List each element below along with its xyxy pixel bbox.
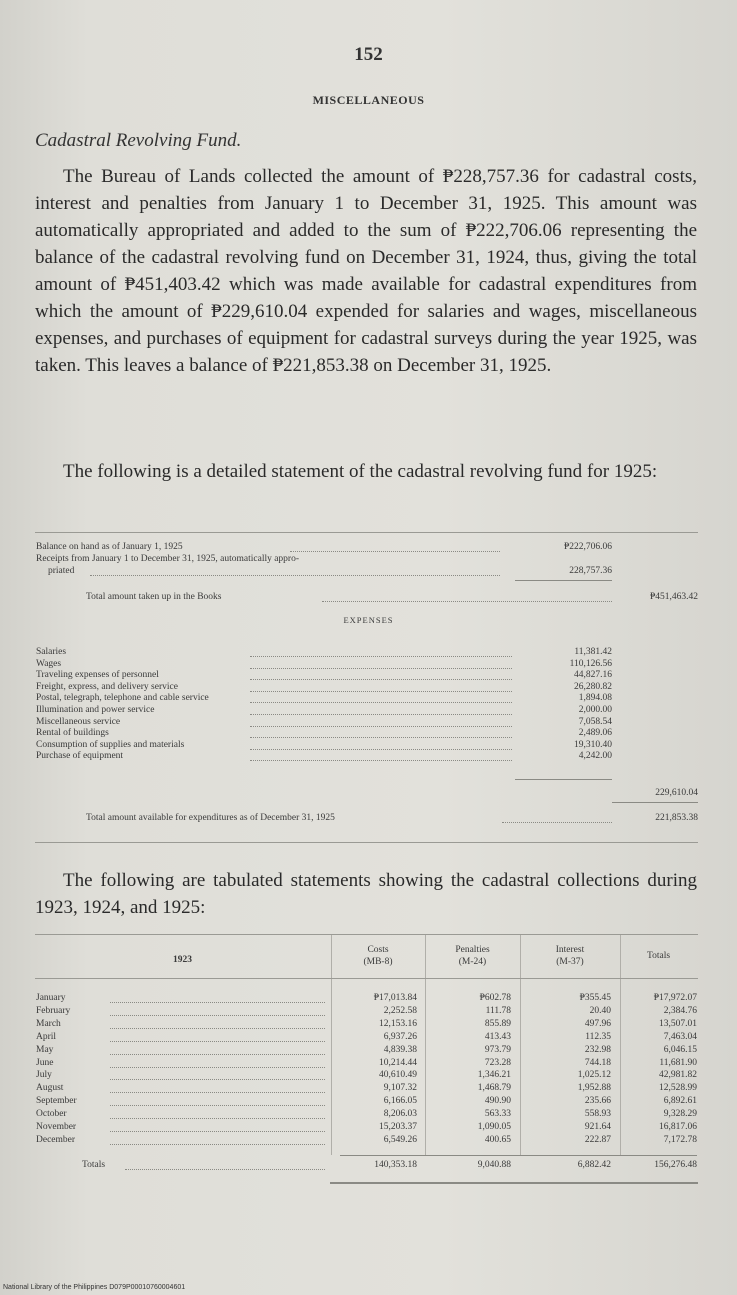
leader-dots	[110, 1131, 325, 1132]
total-books-value: ₱451,463.42	[649, 592, 698, 602]
row-interest: 558.93	[584, 1109, 611, 1120]
expense-label: Freight, express, and delivery service	[36, 681, 178, 692]
section-subheading: Cadastral Revolving Fund.	[35, 130, 242, 151]
row-interest: 921.64	[584, 1122, 611, 1132]
row-costs: 9,107.32	[383, 1083, 417, 1094]
row-interest: 232.98	[584, 1044, 611, 1055]
row-interest: 744.18	[584, 1057, 611, 1068]
row-totals: 2,384.76	[663, 1005, 697, 1016]
expense-label: Wages	[36, 658, 62, 669]
row-costs: 40,610.49	[379, 1070, 417, 1081]
expense-label: Purchase of equipment	[36, 751, 124, 762]
leader-dots	[250, 656, 512, 657]
totals-label: Totals	[82, 1160, 106, 1170]
totals-interest: 6,882.42	[577, 1160, 611, 1170]
row-month: August	[36, 1083, 64, 1094]
leader-dots	[250, 702, 512, 703]
receipts-value: 228,757.36	[569, 566, 612, 576]
row-interest: 222.87	[584, 1134, 611, 1145]
leader-dots	[250, 668, 512, 669]
collections-header-rule	[35, 978, 698, 979]
col-interest-name: Interest	[555, 945, 585, 955]
receipts-label-1: Receipts from January 1 to December 31, 1925, automatically appro-	[36, 554, 300, 564]
row-penalties: 400.65	[484, 1134, 511, 1145]
leader-dots	[290, 551, 500, 552]
leader-dots	[250, 760, 512, 761]
leader-dots	[110, 1054, 325, 1055]
leader-dots	[250, 749, 512, 750]
expense-value: 2,489.06	[578, 728, 612, 739]
collections-bottom-rule	[330, 1182, 698, 1184]
row-month: May	[36, 1044, 54, 1055]
sum-rule	[340, 1155, 697, 1156]
leader-dots	[110, 1079, 325, 1080]
sum-rule	[515, 580, 612, 581]
row-costs: 12,153.16	[379, 1018, 417, 1029]
leader-dots	[250, 679, 512, 680]
balance-label: Balance on hand as of January 1, 1925	[36, 542, 183, 552]
leader-dots	[110, 1002, 325, 1003]
row-costs: 6,166.05	[383, 1096, 417, 1107]
expense-label: Postal, telegraph, telephone and cable service	[36, 693, 209, 704]
leader-dots	[110, 1144, 325, 1145]
totals-costs: 140,353.18	[374, 1160, 417, 1170]
row-penalties: 973.79	[484, 1044, 511, 1055]
row-costs: 2,252.58	[383, 1005, 417, 1016]
col-costs-code: (MB-8)	[363, 957, 393, 967]
expense-value: 1,894.08	[578, 693, 612, 704]
available-label: Total amount available for expenditures as of December 31, 1925	[86, 813, 335, 823]
available-value: 221,853.38	[655, 813, 698, 823]
leader-dots	[250, 737, 512, 738]
leader-dots	[250, 726, 512, 727]
expense-value: 110,126.56	[569, 658, 612, 669]
row-totals: 13,507.01	[659, 1018, 697, 1029]
row-interest: 497.96	[584, 1018, 611, 1029]
row-interest: ₱355.45	[579, 993, 611, 1003]
row-penalties: 1,090.05	[477, 1122, 511, 1132]
row-interest: 112.35	[585, 1031, 611, 1042]
leader-dots	[250, 714, 512, 715]
leader-dots	[110, 1118, 325, 1119]
row-penalties: 413.43	[484, 1031, 511, 1042]
expense-label: Salaries	[36, 647, 67, 657]
paragraph-2: The following is a detailed statement of the cadastral revolving fund for 1925:	[63, 461, 658, 482]
row-costs: 15,203.37	[379, 1122, 417, 1132]
expense-value: 11,381.42	[574, 647, 612, 657]
totals-penalties: 9,040.88	[477, 1160, 511, 1170]
receipts-label-2: priated	[48, 566, 75, 576]
leader-dots	[502, 822, 612, 823]
row-penalties: 1,468.79	[477, 1083, 511, 1094]
row-penalties: 111.78	[485, 1005, 511, 1016]
row-totals: ₱17,972.07	[653, 993, 697, 1003]
leader-dots	[250, 691, 512, 692]
row-penalties: 1,346.21	[477, 1070, 511, 1081]
leader-dots	[110, 1041, 325, 1042]
page-number: 152	[354, 44, 383, 65]
row-month: December	[36, 1134, 76, 1145]
row-totals: 42,981.82	[659, 1070, 697, 1081]
row-totals: 6,892.61	[663, 1096, 697, 1107]
row-costs: 8,206.03	[383, 1109, 417, 1120]
collections-year-header: 1923	[173, 955, 192, 965]
row-month: April	[36, 1031, 57, 1042]
row-penalties: 563.33	[484, 1109, 511, 1120]
leader-dots	[110, 1028, 325, 1029]
expense-value: 2,000.00	[578, 705, 612, 715]
row-penalties: ₱602.78	[479, 993, 511, 1003]
row-totals: 9,328.29	[663, 1109, 697, 1120]
row-month: January	[36, 993, 66, 1003]
leader-dots	[110, 1092, 325, 1093]
running-header: MISCELLANEOUS	[312, 93, 425, 107]
table-bottom-rule	[35, 842, 698, 843]
col-interest-code: (M-37)	[556, 957, 584, 967]
expenses-total-value: 229,610.04	[655, 788, 698, 798]
row-month: March	[36, 1018, 61, 1029]
row-interest: 1,952.88	[577, 1083, 611, 1094]
expense-label: Traveling expenses of personnel	[36, 670, 159, 681]
row-penalties: 855.89	[484, 1018, 511, 1029]
expense-label: Consumption of supplies and materials	[36, 739, 185, 750]
row-penalties: 490.90	[484, 1096, 511, 1107]
expense-value: 44,827.16	[574, 670, 612, 681]
expense-value: 26,280.82	[574, 681, 612, 692]
expenses-heading: EXPENSES	[343, 615, 394, 625]
collections-top-rule	[35, 934, 698, 935]
leader-dots	[90, 575, 500, 576]
row-totals: 12,528.99	[659, 1083, 697, 1094]
col-totals-name: Totals	[646, 951, 671, 961]
row-costs: 6,937.26	[383, 1031, 417, 1042]
col-costs-name: Costs	[367, 945, 389, 955]
row-costs: 10,214.44	[379, 1057, 417, 1068]
row-interest: 235.66	[584, 1096, 611, 1107]
expense-label: Miscellaneous service	[36, 716, 121, 727]
row-month: November	[36, 1122, 77, 1132]
sum-rule	[612, 802, 698, 803]
expense-value: 4,242.00	[578, 751, 612, 762]
row-interest: 1,025.12	[577, 1070, 611, 1081]
leader-dots	[322, 601, 612, 602]
library-footer: National Library of the Philippines D079P00010760004601	[3, 1284, 186, 1291]
row-totals: 11,681.90	[659, 1057, 697, 1068]
leader-dots	[110, 1015, 325, 1016]
expense-value: 19,310.40	[574, 739, 612, 750]
row-totals: 16,817.06	[659, 1122, 697, 1132]
col-penalties-name: Penalties	[455, 945, 490, 955]
row-costs: 6,549.26	[383, 1134, 417, 1145]
row-month: July	[36, 1070, 52, 1081]
col-penalties-code: (M-24)	[458, 957, 487, 967]
row-month: February	[36, 1005, 71, 1016]
balance-value: ₱222,706.06	[563, 542, 612, 552]
row-totals: 7,463.04	[663, 1031, 697, 1042]
row-penalties: 723.28	[484, 1057, 511, 1068]
total-books-label: Total amount taken up in the Books	[86, 592, 222, 602]
sum-rule	[515, 779, 612, 780]
row-month: June	[36, 1057, 54, 1068]
row-costs: 4,839.38	[383, 1044, 417, 1055]
row-totals: 7,172.78	[663, 1134, 697, 1145]
leader-dots	[110, 1067, 325, 1068]
row-totals: 6,046.15	[663, 1044, 697, 1055]
row-month: September	[36, 1096, 77, 1107]
paragraph-3: The following are tabulated statements showing the cadastral collections during 1923, 1924, and 1925:	[35, 870, 697, 918]
expense-label: Rental of buildings	[36, 728, 109, 739]
paragraph-1: The Bureau of Lands collected the amount of ₱228,757.36 for cadastral costs, interest and penalties from January 1 to December 31, 1925. This amount was automatically appropriated and added to the sum of ₱222,706.06 representing the balance of the cadastral revolving fund on December 31, 1924, thus, giving the total amount of ₱451,403.42 which was made available for cadastral expenditures from which the amount of ₱229,610.04 expended for salaries and wages, miscellaneous expenses, and purchases of equipment for cadastral surveys during the year 1925, was taken. This leaves a balance of ₱221,853.38 on December 31, 1925.	[35, 166, 697, 376]
row-costs: ₱17,013.84	[373, 993, 417, 1003]
expense-label: Illumination and power service	[36, 705, 155, 715]
leader-dots	[125, 1169, 325, 1170]
row-interest: 20.40	[589, 1005, 611, 1016]
expense-value: 7,058.54	[578, 716, 612, 727]
row-month: October	[36, 1109, 67, 1120]
leader-dots	[110, 1105, 325, 1106]
table-top-rule	[35, 532, 698, 533]
totals-totals: 156,276.48	[654, 1160, 697, 1170]
